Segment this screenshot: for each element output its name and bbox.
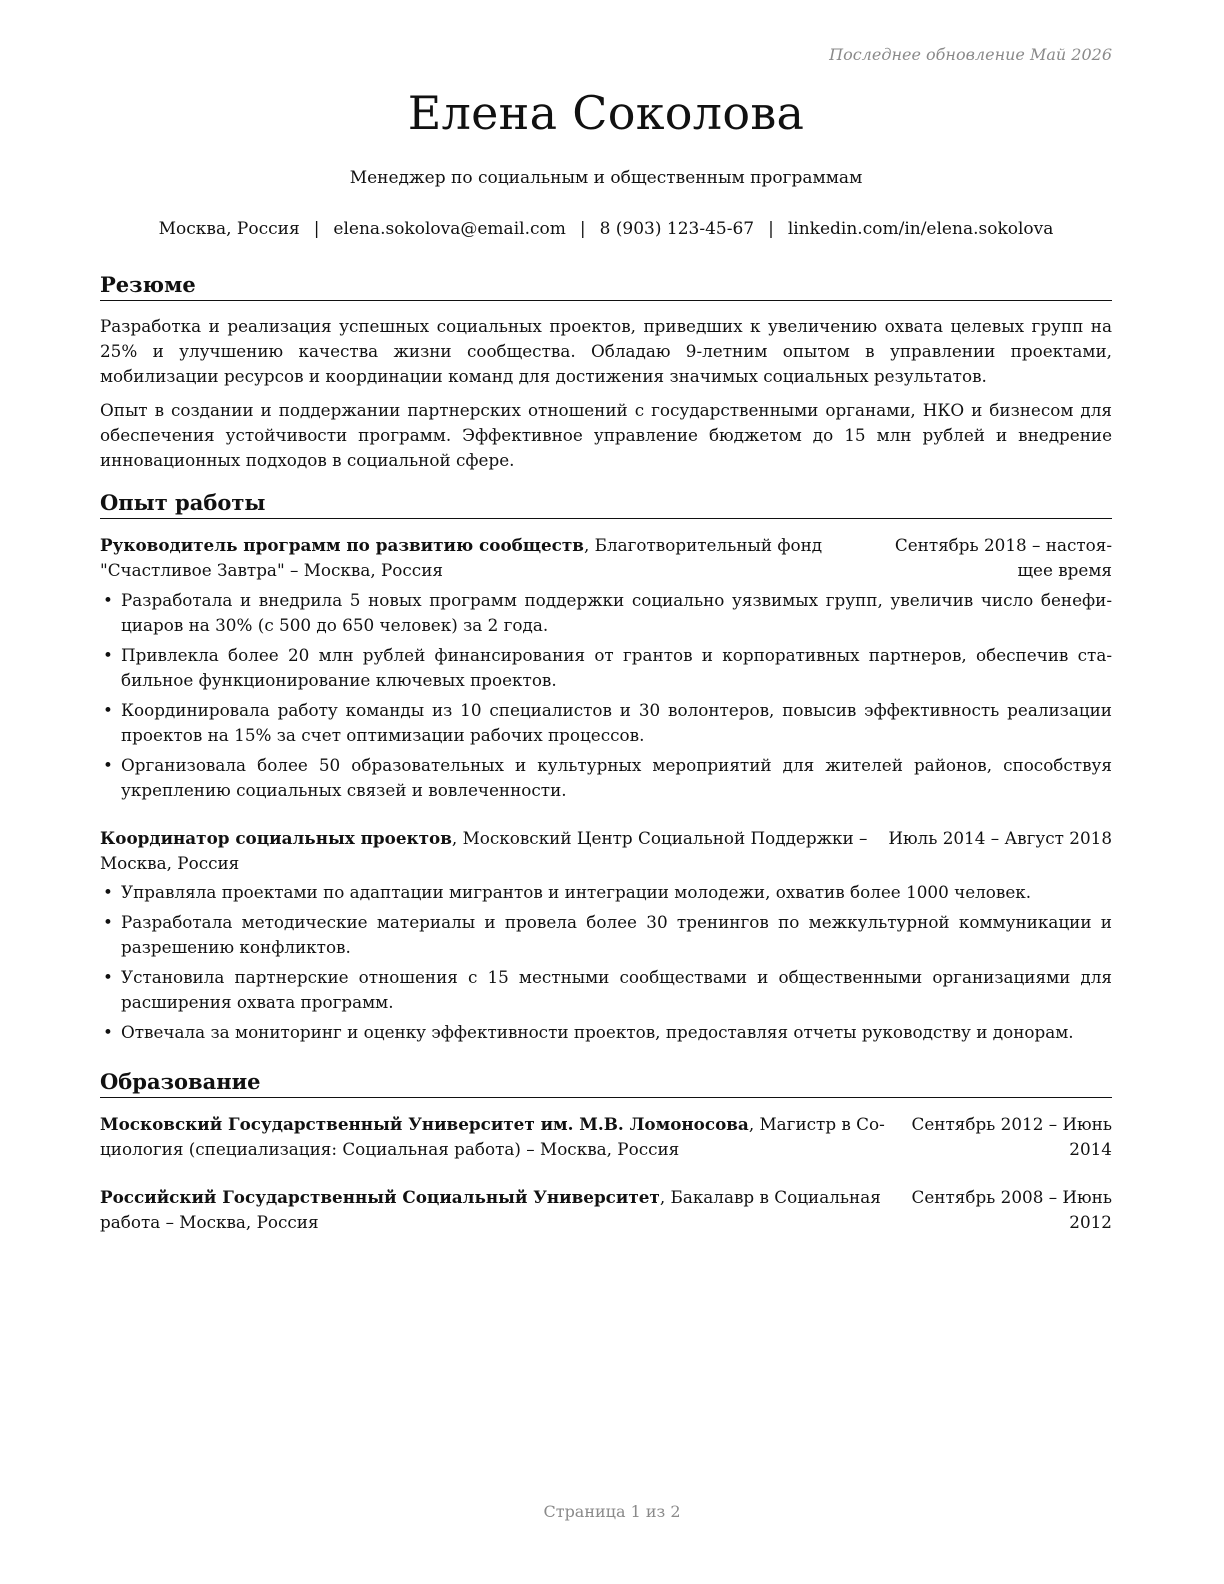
last-updated-label: Последнее обновление Май 2026	[829, 45, 1112, 64]
job-role: Руководитель программ по развитию сообществ	[100, 535, 584, 555]
job-header	[100, 826, 1112, 876]
education-dates	[912, 1112, 1112, 1162]
job-org-location: "Счастливое Завтра" – Москва, Россия	[100, 560, 443, 580]
list-item	[100, 1020, 1112, 1045]
list-item	[100, 588, 1112, 638]
bullet-text: Организовала более 50 образовательных и культурных мероприятий для жителей районов, способствуя укреплению социальных связей и вовлеченности.	[121, 755, 1112, 800]
job-org: , Московский Центр Социальной Поддержки –	[451, 828, 868, 848]
bullet-text: Координировала работу команды из 10 специалистов и 30 волонтеров, повысив эффективность реализации проектов на 15% за счет оптимизации рабочих процессов.	[121, 700, 1112, 745]
contact-location: Москва, Россия	[158, 219, 300, 239]
bullet-text: Управляла проектами по адаптации мигрантов и интеграции молодежи, охватив более 1000 человек.	[121, 882, 1032, 902]
education-degree: , Бакалавр в Социальная	[659, 1187, 881, 1207]
summary-paragraph: Опыт в создании и поддержании партнерских отношений с государственными органами, НКО и бизнесом для обеспечения устойчивости программ. Эффективное управление бюджетом до 15 млн рублей и внедрение инновационных подходов в социальной сфере.	[100, 400, 1112, 470]
education-entry	[100, 1112, 1112, 1162]
education-institution: Московский Государственный Университет им. М.В. Ломоносова	[100, 1114, 749, 1134]
page-number: Страница 1 из 2	[543, 1502, 681, 1521]
list-item	[100, 643, 1112, 693]
job-dates-line: Сентябрь 2018 – настоя-	[894, 535, 1112, 555]
bullet-icon: •	[103, 590, 113, 610]
contact-linkedin[interactable]: linkedin.com/in/elena.sokolova	[787, 219, 1054, 239]
contact-phone: 8 (903) 123-45-67	[599, 219, 755, 239]
bullet-icon: •	[103, 912, 113, 932]
contact-separator: |	[579, 219, 586, 239]
education-dates-line: Сентябрь 2008 – Июнь	[911, 1187, 1112, 1207]
bullet-icon: •	[103, 645, 113, 665]
list-item	[100, 880, 1112, 905]
bullet-icon: •	[103, 967, 113, 987]
section-title-education: Образование	[100, 1069, 1112, 1098]
job-title-org	[100, 826, 880, 876]
bullet-icon: •	[103, 700, 113, 720]
section-title-experience: Опыт работы	[100, 490, 1112, 519]
education-dates-line: 2012	[1069, 1212, 1112, 1232]
list-item	[100, 753, 1112, 803]
list-item	[100, 910, 1112, 960]
education-degree-line: работа – Москва, Россия	[100, 1212, 319, 1232]
job-org-location: Москва, Россия	[100, 853, 240, 873]
job-dates-line: Июль 2014 – Август 2018	[888, 828, 1112, 848]
job-title-org	[100, 533, 880, 583]
bullet-text: Разработала и внедрила 5 новых программ поддержки социально уязвимых групп, увеличив число бенефи-циаров на 30% (с 500 до 650 человек) за 2 года.	[121, 590, 1112, 635]
education-entry	[100, 1185, 1112, 1235]
contact-line	[100, 219, 1112, 239]
section-title-summary: Резюме	[100, 272, 1112, 301]
job-bullets	[100, 880, 1112, 1050]
job-dates-line: щее время	[1017, 560, 1112, 580]
job-org: , Благотворительный фонд	[583, 535, 823, 555]
bullet-text: Отвечала за мониторинг и оценку эффективности проектов, предоставляя отчеты руководству и донорам.	[121, 1022, 1074, 1042]
education-institution-degree	[100, 1185, 900, 1235]
bullet-icon: •	[103, 882, 113, 902]
bullet-icon: •	[103, 1022, 113, 1042]
education-dates-line: Сентябрь 2012 – Июнь	[911, 1114, 1112, 1134]
contact-separator: |	[313, 219, 320, 239]
education-dates-line: 2014	[1069, 1139, 1112, 1159]
bullet-text: Привлекла более 20 млн рублей финансирования от грантов и корпоративных партнеров, обеспечив ста-бильное функционирование ключевых проектов.	[121, 645, 1112, 690]
job-title: Менеджер по социальным и общественным программам	[349, 168, 863, 188]
education-degree: , Магистр в Со-	[748, 1114, 885, 1134]
education-institution: Российский Государственный Социальный Университет	[100, 1187, 660, 1207]
contact-email[interactable]: elena.sokolova@email.com	[333, 219, 566, 239]
education-institution-degree	[100, 1112, 900, 1162]
job-dates	[895, 533, 1112, 583]
contact-separator: |	[768, 219, 774, 239]
job-bullets	[100, 588, 1112, 808]
bullet-text: Разработала методические материалы и провела более 30 тренингов по межкультурной коммуникации и разрешению конфликтов.	[121, 912, 1112, 957]
education-dates	[912, 1185, 1112, 1235]
bullet-text: Установила партнерские отношения с 15 местными сообществами и общественными организациями для расширения охвата программ.	[121, 967, 1112, 1012]
bullet-icon: •	[103, 755, 113, 775]
job-role: Координатор социальных проектов	[100, 828, 452, 848]
job-header	[100, 533, 1112, 583]
job-dates	[888, 826, 1112, 851]
list-item	[100, 965, 1112, 1015]
list-item	[100, 698, 1112, 748]
person-name: Елена Соколова	[407, 86, 805, 140]
summary-paragraph: Разработка и реализация успешных социальных проектов, приведших к увеличению охвата целевых групп на 25% и улучшению качества жизни сообщества. Обладаю 9-летним опытом в управлении проектами, мобилизации ресурсов и координации команд для достижения значимых социальных результатов.	[100, 316, 1112, 386]
education-degree-line: циология (специализация: Социальная работа) – Москва, Россия	[100, 1139, 680, 1159]
